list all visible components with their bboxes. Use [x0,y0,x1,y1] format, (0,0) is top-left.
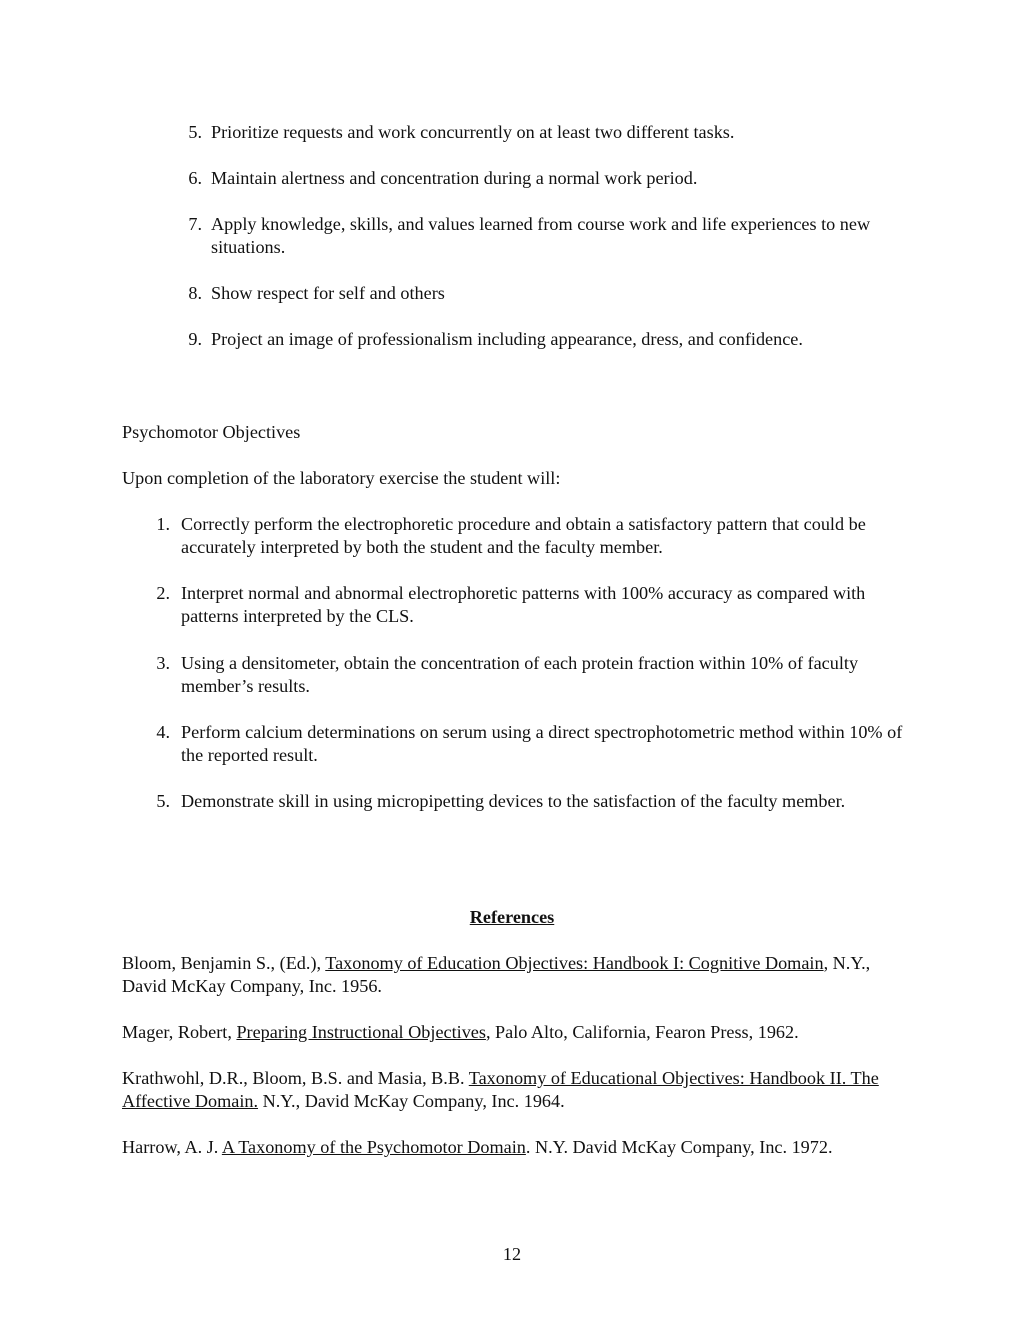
list-item-number: 5. [188,122,202,142]
list-item-number: 6. [188,168,202,188]
list-item [150,721,910,767]
list-item-number: 5. [156,791,170,811]
list-item [180,121,910,144]
reference-authors: Bloom, Benjamin S., (Ed.), [122,953,326,973]
list-item-number: 4. [156,722,170,742]
references-heading: References [469,907,555,927]
reference-publisher: . N.Y. David McKay Company, Inc. 1972. [525,1137,833,1157]
list-item-text: Correctly perform the electrophoretic procedure and obtain a satisfactory pattern that could be accurately interpreted by both the student and the faculty member. [181,514,866,557]
reference-title: Preparing Instructional Objectives [236,1022,486,1042]
list-item-text: Prioritize requests and work concurrently on at least two different tasks. [211,122,735,142]
list-item-number: 7. [188,214,202,234]
reference-title: Taxonomy of Educational Objectives: Handbook II. The Affective Domain. [122,1068,879,1111]
reference-publisher: , N.Y., David McKay Company, Inc. 1956. [122,953,871,996]
section-heading-psychomotor: Psychomotor Objectives [122,422,301,442]
list-item-text: Interpret normal and abnormal electrophoretic patterns with 100% accuracy as compared with patterns interpreted by the CLS. [181,583,866,626]
list-item [180,282,910,305]
reference-publisher: N.Y., David McKay Company, Inc. 1964. [258,1091,565,1111]
list-item-text: Maintain alertness and concentration during a normal work period. [211,168,698,188]
list-item-number: 1. [156,514,170,534]
list-item-number: 3. [156,653,170,673]
list-item-text: Demonstrate skill in using micropipetting devices to the satisfaction of the faculty member. [181,791,846,811]
reference-publisher: , Palo Alto, California, Fearon Press, 1962. [485,1022,799,1042]
list-item-number: 8. [188,283,202,303]
list-item-text: Using a densitometer, obtain the concentration of each protein fraction within 10% of faculty member’s results. [181,653,859,696]
reference-entry [122,952,912,998]
reference-authors: Mager, Robert, [122,1022,237,1042]
list-item [180,167,910,190]
reference-entry [122,1067,912,1113]
list-item-text: Perform calcium determinations on serum using a direct spectrophotometric method within 10% of the reported result. [181,722,903,765]
list-item [150,652,910,698]
list-item [150,513,910,559]
reference-title: A Taxonomy of the Psychomotor Domain [221,1137,526,1157]
reference-authors: Krathwohl, D.R., Bloom, B.S. and Masia, B.B. [122,1068,469,1088]
list-item [180,213,910,259]
reference-entry [122,1021,912,1044]
list-item [150,790,910,813]
section-intro: Upon completion of the laboratory exercise the student will: [122,468,561,488]
list-item-text: Apply knowledge, skills, and values learned from course work and life experiences to new situations. [211,214,871,257]
list-item [180,328,910,351]
list-item [150,582,910,628]
reference-entry [122,1136,912,1159]
list-item-text: Show respect for self and others [211,283,445,303]
reference-title: Taxonomy of Education Objectives: Handbook I: Cognitive Domain [325,953,824,973]
list-item-number: 2. [156,583,170,603]
reference-authors: Harrow, A. J. [122,1137,222,1157]
list-item-number: 9. [188,329,202,349]
list-item-text: Project an image of professionalism including appearance, dress, and confidence. [211,329,803,349]
page-number: 12 [502,1244,522,1264]
